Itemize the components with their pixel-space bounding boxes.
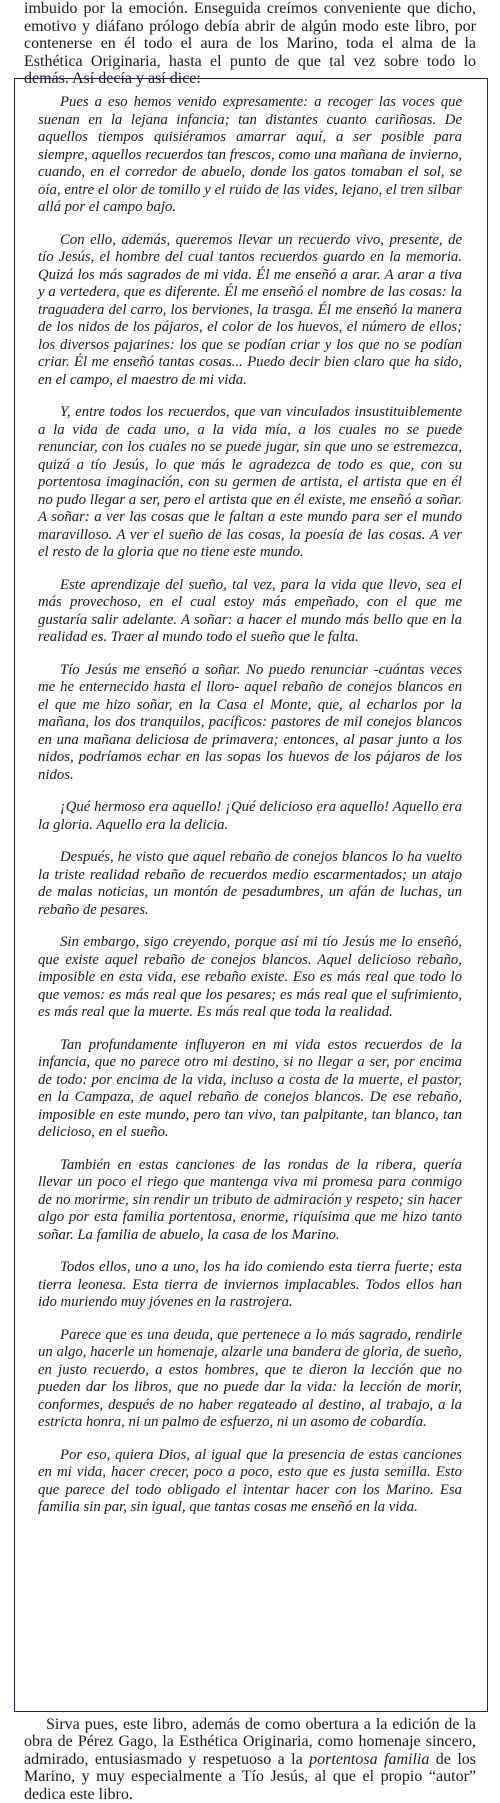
quote-paragraph: Todos ellos, uno a uno, los ha ido comiendo esta tierra fuerte; esta tierra leonesa. Esta tierra de inviernos implacables. Todos ellos han ido muriendo muy jóvenes en la rastrojera. [38, 1259, 462, 1310]
quote-paragraph: Pues a eso hemos venido expresamente: a recoger las voces que suenan en la lejana infancia; tan distantes cuanto cariñosas. De aquellos tiempos quisiéramos amarrar aquí, a ser posible para siempre, aquellos recuerdos tan frescos, como una mañana de invierno, cuando, en el corredor de abuelo, donde los gatos tomaban el sol, se oía, entre el olor de tomillo y el ruido de las vides, lejano, el tren silbar allá por el campo bajo. [38, 94, 462, 215]
quote-paragraph: Por eso, quiera Dios, al igual que la presencia de estas canciones en mi vida, hacer crecer, poco a poco, esto que es justa semilla. Esto que parece del todo obligado el intentar hacer con los Marino. Esa familia sin par, sin igual, que tantas cosas me enseñó en la vida. [38, 1446, 462, 1515]
closing-text-part1: Sirva pues, este libro, además de como obertura a la edición de la obra de Pérez Gago, la Esthética Originaria, como homenaje sincero, admirado, entusiasmado y respetuoso a la [24, 1716, 476, 1768]
quote-paragraph: Parece que es una deuda, que pertenece a lo más sagrado, rendirle un algo, hacerle un homenaje, alzarle una bandera de gloria, de sueño, en justo recuerdo, a estos hombres, que te dieron la lección que no pueden dar los libros, que no puede dar la vida: la lección de morir, conformes, después de no haber regateado al destino, al trabajo, a la estricta honra, ni un palmo de esfuerzo, ni un asomo de cobardía. [38, 1326, 462, 1430]
closing-paragraph [24, 1716, 476, 1803]
quote-paragraph: Con ello, además, queremos llevar un recuerdo vivo, presente, de tío Jesús, el hombre del cual tantos recuerdos guardo en la memoria. Quizá los más sagrados de mi vida. Él me enseñó a arar. A arar a tiva y a vertedera, que es diferente. Él me enseñó el nombre de las cosas: la traguadera del carro, los berviones, la trasga. Él me enseñó la manera de los nidos de los pájaros, el color de los huevos, el número de ellos; los diversos pajarines: los que se podían criar y los que no se podían criar. Él me enseñó tantas cosas... Puedo decir bien claro que ha sido, en el campo, el maestro de mi vida. [38, 231, 462, 388]
quote-paragraph: ¡Qué hermoso era aquello! ¡Qué delicioso era aquello! Aquello era la gloria. Aquello era la delicia. [38, 799, 462, 833]
quoted-prologue [38, 94, 462, 1532]
intro-paragraph: imbuido por la emoción. Enseguida creímos conveniente que dicho, emotivo y diáfano prólogo debía abrir de algún modo este libro, por contenerse en él todo el aura de los Marino, toda el alma de la Esthética Originaria, hasta el punto de que tal vez sobre todo lo demás. Así decía y así dice: [24, 0, 476, 88]
closing-emphasis: portentosa familia [309, 1750, 430, 1768]
quote-paragraph: Y, entre todos los recuerdos, que van vinculados insustituiblemente a la vida de cada uno, a la vida mía, a los cuales no se puede renunciar, con los cuales no se puede jugar, sin que uno se estremezca, quizá a tío Jesús, lo que más le agradezca de todo es que, con su portentosa imaginación, con su germen de artista, el artista que en él no pudo llegar a ser, pero el artista que en él existe, me enseñó a soñar. A soñar: a ver las cosas que le faltan a este mundo para ser el mundo maravilloso. A ver el sueño de las cosas, la poesía de las cosas. A ver el resto de la gloria que no tiene este mundo. [38, 404, 462, 560]
quote-paragraph: También en estas canciones de las rondas de la ribera, quería llevar un poco el riego que mantenga viva mi promesa para conmigo de no morirme, sin rendir un tributo de admiración y respeto; sin hacer algo por esta familia portentosa, enorme, riquísima que me hizo tanto soñar. La familia de abuelo, la casa de los Marino. [38, 1156, 462, 1243]
quote-paragraph: Sin embargo, sigo creyendo, porque así mi tío Jesús me lo enseñó, que existe aquel rebaño de conejos blancos. Aquel delicioso rebaño, imposible en esta vida, ese rebaño existe. Eso es más real que todo lo que vemos: es más real que los pesares; es más real que el sufrimiento, es más real que la muerte. Es más real que toda la realidad. [38, 934, 462, 1020]
quote-paragraph: Después, he visto que aquel rebaño de conejos blancos lo ha vuelto la triste realidad rebaño de recuerdos medio escarmentados; un atajo de malas noticias, un montón de pesadumbres, un afán de luchas, un rebaño de pesares. [38, 849, 462, 918]
quote-paragraph: Tan profundamente influyeron en mi vida estos recuerdos de la infancia, que no parece otro mi destino, si no llegar a ser, por encima de todo: por encima de la vida, incluso a costa de la muerte, el pastor, en la Campaza, de aquel rebaño de conejos blancos. De ese rebaño, imposible en este mundo, pero tan vivo, tan palpitante, tan blanco, tan delicioso, en el sueño. [38, 1036, 462, 1140]
quote-paragraph: Este aprendizaje del sueño, tal vez, para la vida que llevo, sea el más provechoso, en el cual estoy más empeñado, con el que me gustaría salir adelante. A soñar: a hacer el mundo más bello que en la realidad es. Traer al mundo todo el sueño que le falta. [38, 576, 462, 645]
closing-text-part2: de los Marino, y muy especialmente a Tío Jesús, al que el propio “autor” dedica este libro. [24, 1750, 477, 1803]
quote-paragraph: Tío Jesús me enseñó a soñar. No puedo renunciar -cuántas veces me he enternecido hasta el lloro- aquel rebaño de conejos blancos en el que me hizo soñar, en la Casa el Monte, que, al echarlos por la mañana, los dos tranquilos, pacíficos: pastores de mil conejos blancos en una mañana deliciosa de primavera; entonces, al pasar junto a los nidos, podríamos echar en las sopas los huevos de los pájaros de los nidos. [38, 661, 462, 783]
